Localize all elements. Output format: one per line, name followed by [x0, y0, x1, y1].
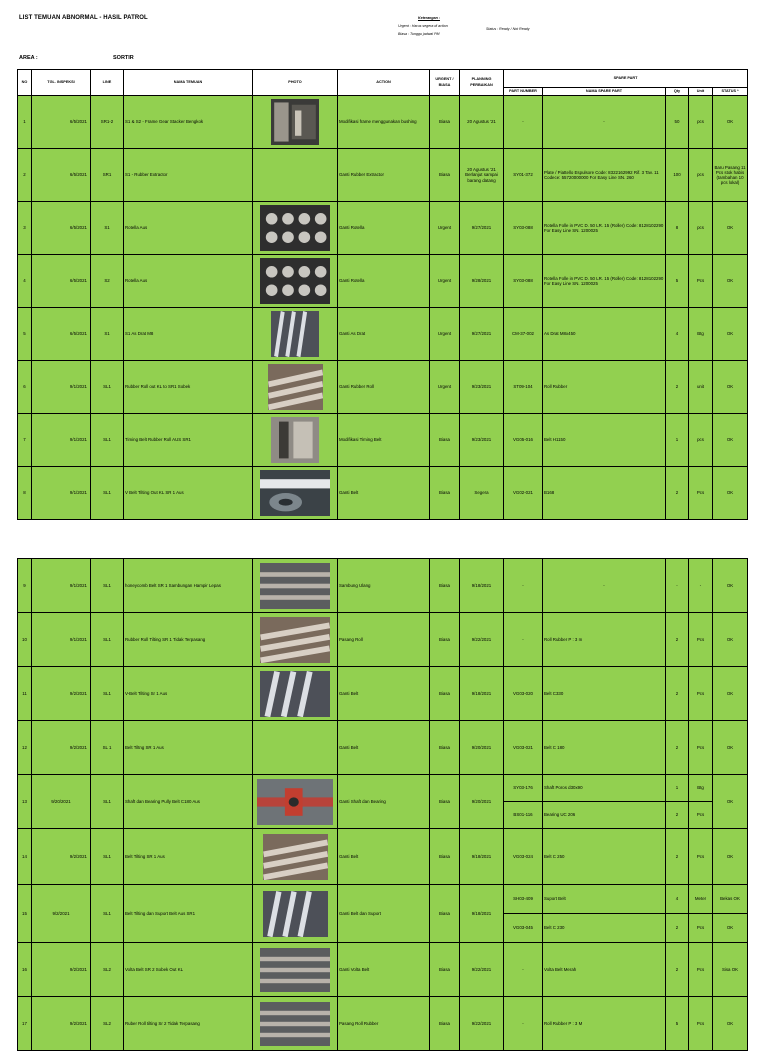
cell-temuan: Belt Tilting dan Suport Belt Aus SR1 — [124, 885, 253, 943]
cell-photo — [253, 202, 338, 255]
cell-unit: Pcs — [689, 613, 713, 667]
cell-part-number: SH03-409 — [504, 885, 543, 914]
cell-action: Ganti Belt dan Suport — [338, 885, 430, 943]
cell-no: 1 — [18, 96, 32, 149]
table-row — [18, 149, 748, 202]
cell-unit: Pcs — [689, 467, 713, 520]
cell-photo — [253, 414, 338, 467]
cell-line: SR1 — [91, 149, 124, 202]
cell-urgent: Biasa — [430, 775, 460, 829]
cell-no: 9 — [18, 559, 32, 613]
cell-status: OK — [713, 613, 748, 667]
cell-unit: - — [689, 559, 713, 613]
cell-planning: 9/22/2021 — [460, 613, 504, 667]
cell-status: OK — [713, 914, 748, 943]
cell-planning: 9/22/2021 — [460, 997, 504, 1051]
cell-photo — [253, 361, 338, 414]
cell-qty: 5 — [666, 997, 689, 1051]
table-row — [18, 467, 748, 520]
cell-spare-part: Belt C 180 — [543, 721, 666, 775]
cell-part-number: VG03-024 — [504, 829, 543, 885]
findings-table-bottom — [17, 558, 748, 1051]
cell-qty: 4 — [666, 885, 689, 914]
cell-qty: 8 — [666, 202, 689, 255]
cell-urgent: Biasa — [430, 96, 460, 149]
cell-action: Ganti Shaft dan Bearing — [338, 775, 430, 829]
cell-part-number: VG02-021 — [504, 467, 543, 520]
cell-action: Ganti Rotella — [338, 202, 430, 255]
cell-tgl: 9/2/2021 — [32, 667, 91, 721]
cell-temuan: Timing Belt Rubber Roll AUS SR1 — [124, 414, 253, 467]
cell-status: OK — [713, 775, 748, 829]
cell-action: Ganti Rubber Roll — [338, 361, 430, 414]
cell-qty: 4 — [666, 308, 689, 361]
cell-spare-part: Volta Belt Merah — [543, 943, 666, 997]
photo-thumbnail — [260, 205, 330, 251]
cell-no: 5 — [18, 308, 32, 361]
legend — [398, 14, 448, 38]
findings-table-top — [17, 69, 748, 520]
table-row — [18, 613, 748, 667]
cell-urgent: Biasa — [430, 829, 460, 885]
cell-urgent: Urgent — [430, 308, 460, 361]
cell-status: OK — [713, 667, 748, 721]
cell-qty: 5 — [666, 255, 689, 308]
cell-urgent: Biasa — [430, 467, 460, 520]
cell-urgent: Biasa — [430, 149, 460, 202]
cell-urgent: Biasa — [430, 414, 460, 467]
cell-unit: Pcs — [689, 802, 713, 829]
photo-thumbnail — [260, 671, 330, 717]
table-row — [18, 721, 748, 775]
cell-tgl: 9/1/2021 — [32, 613, 91, 667]
cell-unit: pcs — [689, 96, 713, 149]
cell-photo — [253, 308, 338, 361]
cell-planning: 9/23/2021 — [460, 361, 504, 414]
cell-temuan: Volta Belt SR 2 Sobek Out KL — [124, 943, 253, 997]
cell-unit: Pcs — [689, 997, 713, 1051]
cell-unit: Pcs — [689, 721, 713, 775]
cell-planning: 9/18/2021 — [460, 559, 504, 613]
cell-part-number: SY03-176 — [504, 775, 543, 802]
table-row — [18, 255, 748, 308]
cell-spare-part: Rotella Folle in PVC D. 50 LR. 15 (Roller) Code: 8128102290 For Easy Line SN. 1200025 — [543, 255, 666, 308]
cell-part-number: SY03-088 — [504, 202, 543, 255]
cell-action: Pasang Roll Rubber — [338, 997, 430, 1051]
cell-qty: 2 — [666, 467, 689, 520]
cell-urgent: Urgent — [430, 361, 460, 414]
header-nama-spare-part: NAMA SPARE PART — [543, 88, 666, 96]
cell-qty: 1 — [666, 414, 689, 467]
cell-status: OK — [713, 721, 748, 775]
cell-line: S1 — [91, 202, 124, 255]
table-row — [18, 885, 748, 914]
cell-line: SL1 — [91, 467, 124, 520]
cell-tgl: 9/1/2021 — [32, 467, 91, 520]
cell-part-number: - — [504, 559, 543, 613]
cell-temuan: Rubber Roll Tilting SR 1 Tidak Terpasang — [124, 613, 253, 667]
cell-photo — [253, 467, 338, 520]
photo-thumbnail — [260, 470, 330, 516]
table-row — [18, 943, 748, 997]
cell-planning: Segera — [460, 467, 504, 520]
cell-spare-part: Belt C 230 — [543, 914, 666, 943]
cell-line: SL1 — [91, 414, 124, 467]
header-qty: Qty — [666, 88, 689, 96]
cell-urgent: Biasa — [430, 613, 460, 667]
cell-status: OK — [713, 361, 748, 414]
cell-action: Ganti As Drat — [338, 308, 430, 361]
cell-planning: 9/18/2021 — [460, 829, 504, 885]
cell-part-number: - — [504, 997, 543, 1051]
table-row — [18, 96, 748, 149]
cell-tgl: 9/1/2021 — [32, 414, 91, 467]
photo-thumbnail — [260, 563, 330, 609]
cell-unit: pcs — [689, 202, 713, 255]
cell-qty: 50 — [666, 96, 689, 149]
cell-action: Ganti Belt — [338, 829, 430, 885]
cell-tgl: 6/5/2021 — [32, 255, 91, 308]
cell-line: SL1 — [91, 885, 124, 943]
table-row — [18, 308, 748, 361]
cell-no: 17 — [18, 997, 32, 1051]
cell-photo — [253, 149, 338, 202]
cell-urgent: Biasa — [430, 885, 460, 943]
cell-status: OK — [713, 997, 748, 1051]
cell-line: SL1 — [91, 559, 124, 613]
cell-unit: Pcs — [689, 255, 713, 308]
photo-thumbnail — [263, 891, 328, 937]
cell-no: 13 — [18, 775, 32, 829]
cell-action: Pasang Roll — [338, 613, 430, 667]
cell-temuan: V-Belt Tilting Sr 1 Aus — [124, 667, 253, 721]
cell-action: Ganti Belt — [338, 721, 430, 775]
cell-tgl: 9/2/2021 — [32, 885, 91, 943]
cell-tgl: 9/2/2021 — [32, 829, 91, 885]
header-planning: PLANNING PERBAIKAN — [460, 70, 504, 96]
cell-qty: 2 — [666, 613, 689, 667]
cell-action: Ganti Belt — [338, 467, 430, 520]
cell-part-number: - — [504, 943, 543, 997]
cell-action: Ganti Rubber Extractor — [338, 149, 430, 202]
cell-no: 10 — [18, 613, 32, 667]
cell-action: Ganti Volta Belt — [338, 943, 430, 997]
photo-thumbnail — [260, 258, 330, 304]
cell-no: 12 — [18, 721, 32, 775]
header-unit: Unit — [689, 88, 713, 96]
header-urgent: URGENT / BIASA — [430, 70, 460, 96]
cell-temuan: Belt Tilting SR 1 Aus — [124, 829, 253, 885]
header-status: STATUS * — [713, 88, 748, 96]
cell-status: OK — [713, 202, 748, 255]
cell-part-number: SY01-372 — [504, 149, 543, 202]
cell-qty: 100 — [666, 149, 689, 202]
header-spare-part: SPARE PART — [504, 70, 748, 88]
cell-spare-part: Plate / Piattello Espulsore Code: 8322162992 Rif. 3 Tav. 11 Codece: 55720000000 For Easy Line SN. 260 — [543, 149, 666, 202]
cell-tgl: 9/1/2021 — [32, 559, 91, 613]
cell-spare-part: Belt C 250 — [543, 829, 666, 885]
cell-temuan: V Belt Tilting Out KL SR 1 Aus — [124, 467, 253, 520]
cell-tgl: 6/5/2021 — [32, 308, 91, 361]
cell-line: SL1 — [91, 361, 124, 414]
cell-urgent: Biasa — [430, 667, 460, 721]
cell-unit: Btg — [689, 775, 713, 802]
cell-urgent: Biasa — [430, 943, 460, 997]
photo-thumbnail — [260, 948, 330, 992]
cell-qty: 2 — [666, 802, 689, 829]
cell-urgent: Biasa — [430, 559, 460, 613]
table-row — [18, 202, 748, 255]
area-label: AREA : — [19, 55, 38, 61]
cell-planning: 9/18/2021 — [460, 667, 504, 721]
cell-action: Sambung Ulang — [338, 559, 430, 613]
cell-qty: 2 — [666, 667, 689, 721]
cell-planning: 9/28/2021 — [460, 255, 504, 308]
cell-temuan: S1 - Rubber Extractor — [124, 149, 253, 202]
cell-temuan: Rotella Aus — [124, 202, 253, 255]
photo-thumbnail — [271, 99, 319, 145]
cell-tgl: 9/1/2021 — [32, 361, 91, 414]
cell-line: S1 — [91, 308, 124, 361]
cell-line: SL2 — [91, 943, 124, 997]
cell-spare-part: Roll Rubber P : 3 M — [543, 997, 666, 1051]
cell-tgl: 6/5/2021 — [32, 202, 91, 255]
legend-biasa: Biasa : Tunggu jadwal PM — [398, 32, 440, 36]
cell-qty: 2 — [666, 721, 689, 775]
cell-status: Sisa OK — [713, 943, 748, 997]
cell-planning: 20 Agustus '21 — [460, 96, 504, 149]
cell-unit: Pcs — [689, 943, 713, 997]
cell-spare-part: Bearing UC 206 — [543, 802, 666, 829]
cell-photo — [253, 96, 338, 149]
cell-part-number: ST09-104 — [504, 361, 543, 414]
cell-line: SR1-2 — [91, 96, 124, 149]
cell-planning: 9/23/2021 — [460, 414, 504, 467]
table-row — [18, 559, 748, 613]
cell-tgl: 9/2/2021 — [32, 943, 91, 997]
cell-planning: 9/27/2021 — [460, 202, 504, 255]
cell-tgl: 9/20/2021 — [32, 775, 91, 829]
cell-qty: 2 — [666, 943, 689, 997]
cell-qty: 2 — [666, 829, 689, 885]
cell-line: SL1 — [91, 829, 124, 885]
cell-spare-part: B168 — [543, 467, 666, 520]
cell-planning: 20 Agustus '21 Berlanjut sampai barang datang — [460, 149, 504, 202]
cell-spare-part: - — [543, 96, 666, 149]
cell-temuan: Rotella Aus — [124, 255, 253, 308]
cell-planning: 9/20/2021 — [460, 721, 504, 775]
cell-qty: 1 — [666, 775, 689, 802]
cell-line: SL1 — [91, 667, 124, 721]
cell-no: 11 — [18, 667, 32, 721]
cell-status: OK — [713, 308, 748, 361]
cell-no: 8 — [18, 467, 32, 520]
cell-no: 3 — [18, 202, 32, 255]
cell-part-number: SY03-088 — [504, 255, 543, 308]
cell-urgent: Urgent — [430, 255, 460, 308]
area-value: SORTIR — [113, 55, 134, 61]
table-row — [18, 667, 748, 721]
cell-temuan: Rubber Roll out KL to SR1 Sobek — [124, 361, 253, 414]
cell-line: SL1 — [91, 775, 124, 829]
cell-planning: 9/27/2021 — [460, 308, 504, 361]
cell-line: S2 — [91, 255, 124, 308]
cell-photo — [253, 943, 338, 997]
photo-thumbnail — [260, 617, 330, 663]
cell-status: OK — [713, 467, 748, 520]
cell-part-number: BS01-116 — [504, 802, 543, 829]
report-title: LIST TEMUAN ABNORMAL - HASIL PATROL — [19, 15, 148, 21]
cell-line: SL1 — [91, 613, 124, 667]
cell-no: 4 — [18, 255, 32, 308]
header-tgl: TGL. INSPEKSI — [32, 70, 91, 96]
header-no: NO — [18, 70, 32, 96]
cell-tgl: 6/5/2021 — [32, 96, 91, 149]
cell-spare-part: Roll Rubber — [543, 361, 666, 414]
cell-temuan: S1 As Drat M8 — [124, 308, 253, 361]
cell-planning: 9/20/2021 — [460, 775, 504, 829]
cell-photo — [253, 885, 338, 943]
legend-status: Status : Ready / Not Ready — [486, 27, 530, 31]
cell-spare-part: Shaft Poros d30x90 — [543, 775, 666, 802]
cell-qty: - — [666, 559, 689, 613]
cell-line: SL2 — [91, 997, 124, 1051]
cell-qty: 2 — [666, 361, 689, 414]
table-row — [18, 361, 748, 414]
cell-unit: Pcs — [689, 829, 713, 885]
cell-spare-part: Suport Belt — [543, 885, 666, 914]
cell-part-number: VG03-021 — [504, 721, 543, 775]
cell-status: OK — [713, 255, 748, 308]
table-row — [18, 829, 748, 885]
cell-urgent: Biasa — [430, 721, 460, 775]
cell-temuan: Shaft dan Bearing Pully Belt C180 Aus — [124, 775, 253, 829]
photo-thumbnail — [271, 417, 319, 463]
cell-no: 7 — [18, 414, 32, 467]
cell-part-number: VG03-045 — [504, 914, 543, 943]
header-nama-temuan: NAMA TEMUAN — [124, 70, 253, 96]
photo-thumbnail — [257, 779, 333, 825]
header-line: LINE — [91, 70, 124, 96]
cell-part-number: VG03-020 — [504, 667, 543, 721]
cell-unit: Btg — [689, 308, 713, 361]
cell-part-number: - — [504, 613, 543, 667]
cell-photo — [253, 559, 338, 613]
photo-thumbnail — [271, 311, 319, 357]
cell-unit: Pcs — [689, 914, 713, 943]
cell-spare-part: Rotella Folle in PVC D. 50 LR. 15 (Roller) Code: 8128102290 For Easy Line SN. 1200025 — [543, 202, 666, 255]
header-action: ACTION — [338, 70, 430, 96]
cell-status: OK — [713, 414, 748, 467]
cell-photo — [253, 775, 338, 829]
cell-unit: pcs — [689, 149, 713, 202]
cell-status: OK — [713, 559, 748, 613]
cell-unit: unit — [689, 361, 713, 414]
cell-planning: 9/18/2021 — [460, 885, 504, 943]
cell-temuan: Belt Tiltng SR 1 Aus — [124, 721, 253, 775]
cell-tgl: 6/5/2021 — [32, 149, 91, 202]
cell-urgent: Urgent — [430, 202, 460, 255]
header-part-number: PART NUMBER — [504, 88, 543, 96]
cell-part-number: VG05-016 — [504, 414, 543, 467]
cell-photo — [253, 829, 338, 885]
cell-temuan: S1 & S2 - Frame Gear Stacker Bengkok — [124, 96, 253, 149]
cell-spare-part: Belt H1150 — [543, 414, 666, 467]
cell-part-number: CM-37-002 — [504, 308, 543, 361]
cell-spare-part: As Drat M8x450 — [543, 308, 666, 361]
cell-planning: 9/22/2021 — [460, 943, 504, 997]
cell-tgl: 9/2/2021 — [32, 997, 91, 1051]
cell-status: OK — [713, 829, 748, 885]
cell-no: 14 — [18, 829, 32, 885]
cell-qty: 2 — [666, 914, 689, 943]
header-photo: PHOTO — [253, 70, 338, 96]
photo-thumbnail — [268, 364, 323, 410]
cell-temuan: Ruber Roll tilting Sr 2 Tidak Terpasang — [124, 997, 253, 1051]
table-row — [18, 414, 748, 467]
cell-photo — [253, 667, 338, 721]
legend-heading: Keterangan : — [418, 16, 440, 20]
cell-spare-part: Belt C330 — [543, 667, 666, 721]
cell-photo — [253, 721, 338, 775]
cell-unit: Meter — [689, 885, 713, 914]
cell-no: 2 — [18, 149, 32, 202]
cell-action: Modifikasi frame menggunakan bushing — [338, 96, 430, 149]
cell-temuan: honeycomb Belt SR 1 Sambungan Hampir Lepas — [124, 559, 253, 613]
cell-line: SL 1 — [91, 721, 124, 775]
cell-unit: Pcs — [689, 667, 713, 721]
cell-status: Bekas OK — [713, 885, 748, 914]
cell-spare-part: Roll Rubber P : 3 m — [543, 613, 666, 667]
cell-urgent: Biasa — [430, 997, 460, 1051]
cell-part-number: - — [504, 96, 543, 149]
legend-urgent: Urgent : Harus segera di action — [398, 24, 448, 28]
cell-no: 6 — [18, 361, 32, 414]
cell-status: Baru Pasang 11 Pcs stok habis (tambahan 10 pcs lokal) — [713, 149, 748, 202]
cell-no: 15 — [18, 885, 32, 943]
cell-action: Modifikasi Timing Belt — [338, 414, 430, 467]
cell-no: 16 — [18, 943, 32, 997]
cell-tgl: 9/2/2021 — [32, 721, 91, 775]
cell-status: OK — [713, 96, 748, 149]
cell-photo — [253, 255, 338, 308]
photo-thumbnail — [263, 834, 328, 880]
table-row — [18, 775, 748, 802]
cell-spare-part: - — [543, 559, 666, 613]
cell-action: Ganti Rotella — [338, 255, 430, 308]
cell-unit: pcs — [689, 414, 713, 467]
cell-photo — [253, 613, 338, 667]
cell-action: Ganti Belt — [338, 667, 430, 721]
